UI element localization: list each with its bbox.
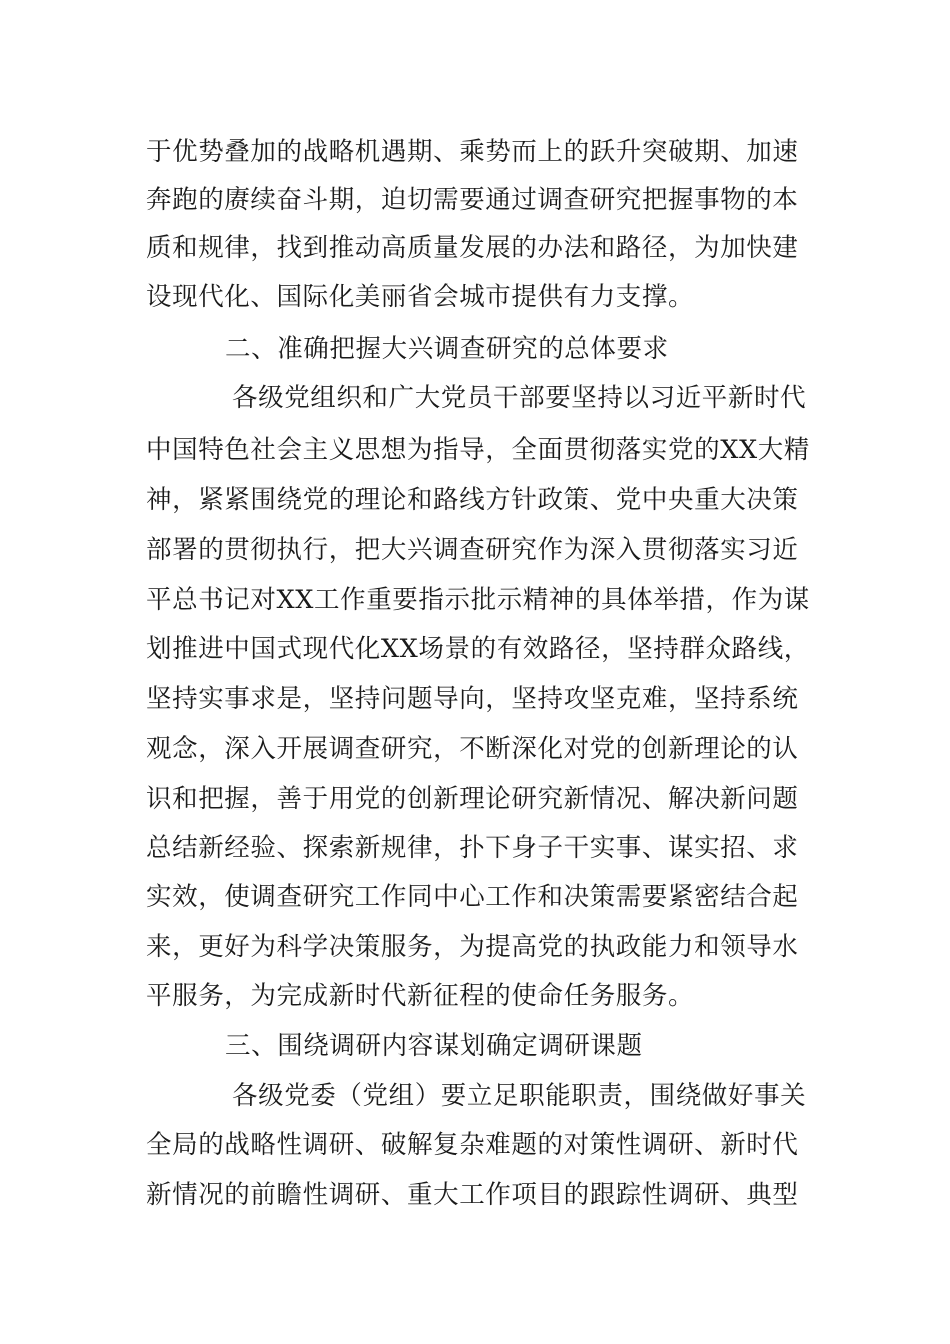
text-line: 神，紧紧围绕党的理论和路线方针政策、党中央重大决策: [146, 485, 799, 515]
text-line: 部署的贯彻执行，把大兴调查研究作为深入贯彻落实习近: [146, 535, 799, 565]
text-line: 于优势叠加的战略机遇期、乘势而上的跃升突破期、加速: [146, 137, 799, 167]
text-line: 平服务，为完成新时代新征程的使命任务服务。: [146, 981, 695, 1011]
text-line: 总结新经验、探索新规律，扑下身子干实事、谋实招、求: [146, 833, 799, 863]
text-line: 观念，深入开展调查研究，不断深化对党的创新理论的认: [146, 734, 799, 764]
text-line: 实效，使调查研究工作同中心工作和决策需要紧密结合起: [146, 882, 799, 912]
text-line: 新情况的前瞻性调研、重大工作项目的跟踪性调研、典型: [146, 1180, 799, 1210]
text-line: 全局的战略性调研、破解复杂难题的对策性调研、新时代: [146, 1130, 799, 1160]
paragraph-first-line: 各级党委（党组）要立足职能职责，围绕做好事关: [232, 1081, 807, 1111]
text-line: 中国特色社会主义思想为指导，全面贯彻落实党的XX大精: [146, 435, 810, 465]
text-line: 识和把握，善于用党的创新理论研究新情况、解决新问题: [146, 784, 799, 814]
text-line: 坚持实事求是，坚持问题导向，坚持攻坚克难，坚持系统: [146, 684, 799, 714]
text-line: 设现代化、国际化美丽省会城市提供有力支撑。: [146, 282, 695, 312]
paragraph-first-line: 各级党组织和广大党员干部要坚持以习近平新时代: [232, 383, 807, 413]
text-line: 平总书记对XX工作重要指示批示精神的具体举措，作为谋: [146, 585, 810, 615]
text-line: 奔跑的赓续奋斗期，迫切需要通过调查研究把握事物的本: [146, 185, 799, 215]
section-heading: 三、围绕调研内容谋划确定调研课题: [225, 1031, 643, 1061]
text-line: 划推进中国式现代化XX场景的有效路径，坚持群众路线，: [146, 634, 810, 664]
text-line: 质和规律，找到推动高质量发展的办法和路径，为加快建: [146, 233, 799, 263]
text-line: 来，更好为科学决策服务，为提高党的执政能力和领导水: [146, 932, 799, 962]
section-heading: 二、准确把握大兴调查研究的总体要求: [225, 334, 669, 364]
